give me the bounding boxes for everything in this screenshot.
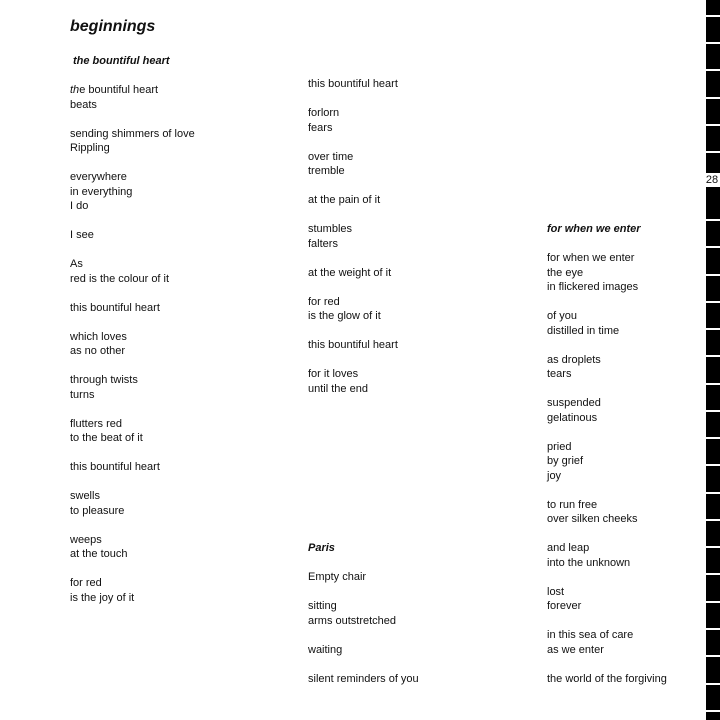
poem-line: in flickered images xyxy=(547,281,639,293)
poem-line: for it loves xyxy=(308,368,359,380)
tab-divider xyxy=(706,383,720,385)
poem-for-when-we-enter xyxy=(547,222,720,686)
poem-line: at the pain of it xyxy=(308,194,381,206)
poem-line: everywhere xyxy=(70,171,127,183)
stanza-break xyxy=(70,69,285,84)
poem-line: Empty chair xyxy=(308,571,367,583)
stanza-break xyxy=(308,92,523,107)
tab-divider xyxy=(706,437,720,439)
poem-line: in this sea of care xyxy=(547,629,634,641)
tab-divider xyxy=(706,151,720,153)
poem-line: sending shimmers of love xyxy=(70,127,195,140)
poem-line: arms outstretched xyxy=(308,614,397,627)
poem-line: to pleasure xyxy=(70,504,125,517)
poem-line: for red xyxy=(70,577,102,589)
poem-title: Paris xyxy=(308,542,335,554)
stanza-break xyxy=(547,338,720,353)
first-line-rest: e bountiful heart xyxy=(79,84,159,96)
tab-divider xyxy=(706,355,720,357)
poem-line: this bountiful heart xyxy=(308,78,398,90)
page-number: 28 xyxy=(705,174,719,186)
poem-line: gelatinous xyxy=(547,411,598,424)
stanza-break xyxy=(547,295,720,310)
tab-divider xyxy=(706,124,720,126)
poem-line: which loves xyxy=(70,330,127,343)
poem-line: as we enter xyxy=(547,643,604,656)
page-edge-tabs xyxy=(706,0,720,720)
tab-divider xyxy=(706,69,720,71)
poem-line: silent reminders of you xyxy=(308,672,419,685)
poem-line: red is the colour of it xyxy=(70,272,170,285)
poem-line: tremble xyxy=(308,165,345,177)
tab-divider xyxy=(706,519,720,521)
poem-title: for when we enter xyxy=(547,223,641,235)
poem-line: distilled in time xyxy=(547,324,620,337)
poem-line: tears xyxy=(547,368,572,380)
poem-line: beats xyxy=(70,98,97,111)
poem-line: this bountiful heart xyxy=(70,301,160,314)
poem-line: suspended xyxy=(547,397,601,409)
stanza-break xyxy=(547,382,720,397)
poem-lines xyxy=(308,570,523,686)
poem-line: swells xyxy=(70,490,100,502)
poem-line: forever xyxy=(547,600,582,612)
poem-line: until the end xyxy=(308,382,368,395)
poem-line: for when we enter xyxy=(547,252,635,264)
poem-line: pried xyxy=(547,440,572,453)
poem-line: stumbles xyxy=(308,223,353,235)
stanza-break xyxy=(70,156,285,171)
poem-line: of you xyxy=(547,310,577,322)
poem-line: fears xyxy=(308,121,333,134)
stanza-break xyxy=(308,135,523,150)
tab-divider xyxy=(706,492,720,494)
poem-lines xyxy=(547,251,720,686)
stanza-break xyxy=(547,570,720,585)
poem-the-bountiful-heart-continued xyxy=(308,77,523,396)
poem-line: as droplets xyxy=(547,353,601,366)
poem-paris xyxy=(308,541,523,686)
poem-line: this bountiful heart xyxy=(308,339,398,351)
poem-line: at the weight of it xyxy=(308,266,392,279)
stanza-break xyxy=(547,237,720,252)
poem-line: into the unknown xyxy=(547,556,631,569)
stanza-break xyxy=(547,657,720,672)
stanza-break xyxy=(308,208,523,223)
poem-line: is the joy of it xyxy=(70,591,135,604)
poem-line: I see xyxy=(70,229,94,241)
tab-divider xyxy=(706,274,720,276)
stanza-break xyxy=(70,214,285,229)
stanza-break xyxy=(547,483,720,498)
poem-line: and leap xyxy=(547,542,590,554)
stanza-break xyxy=(547,614,720,629)
poem-lines xyxy=(308,77,523,396)
poem-line: turns xyxy=(70,388,95,401)
tab-divider xyxy=(706,573,720,575)
poem-line: this bountiful heart xyxy=(70,461,160,473)
poem-line: through twists xyxy=(70,374,138,386)
poem-line: for red xyxy=(308,295,340,308)
stanza-break xyxy=(70,446,285,461)
poem-line: over time xyxy=(308,150,354,163)
poem-line: lost xyxy=(547,585,565,598)
tab-divider xyxy=(706,628,720,630)
tab-divider xyxy=(706,655,720,657)
poem-line: is the glow of it xyxy=(308,310,381,322)
stanza-break xyxy=(70,475,285,490)
page-title: beginnings xyxy=(70,18,156,35)
tab-divider xyxy=(706,246,720,248)
poem-line: at the touch xyxy=(70,548,128,560)
first-line-italic: th xyxy=(70,84,80,96)
poem-line: to run free xyxy=(547,498,598,511)
stanza-break xyxy=(308,179,523,194)
poem-lines xyxy=(70,98,285,606)
poem-line: I do xyxy=(70,200,89,212)
poem-line: the eye xyxy=(547,266,584,279)
stanza-break xyxy=(70,286,285,301)
tab-divider xyxy=(706,464,720,466)
stanza-break xyxy=(70,315,285,330)
stanza-break xyxy=(70,359,285,374)
stanza-break xyxy=(308,251,523,266)
poem-line: the world of the forgiving xyxy=(547,672,667,685)
poem-line: falters xyxy=(308,237,338,250)
poem-line: over silken cheeks xyxy=(547,513,638,525)
tab-divider xyxy=(706,601,720,603)
poem-line: in everything xyxy=(70,185,133,198)
poem-line: As xyxy=(70,258,83,270)
stanza-break xyxy=(308,657,523,672)
poem-line: forlorn xyxy=(308,107,340,119)
poem-the-bountiful-heart xyxy=(70,54,285,605)
tab-divider xyxy=(706,97,720,99)
stanza-break xyxy=(70,402,285,417)
poem-title: the bountiful heart xyxy=(73,55,170,67)
poem-line: weeps xyxy=(70,533,102,546)
tab-divider xyxy=(706,328,720,330)
tab-divider xyxy=(706,410,720,412)
stanza-break xyxy=(308,585,523,600)
poem-first-line xyxy=(70,83,285,98)
poem-line: sitting xyxy=(308,600,337,612)
stanza-break xyxy=(70,243,285,258)
stanza-break xyxy=(70,112,285,127)
poem-line: flutters red xyxy=(70,417,122,430)
stanza-break xyxy=(308,324,523,339)
stanza-break xyxy=(308,353,523,368)
poem-line: as no other xyxy=(70,345,126,357)
stanza-break xyxy=(547,527,720,542)
tab-divider xyxy=(706,42,720,44)
tab-divider xyxy=(706,683,720,685)
tab-divider xyxy=(706,710,720,712)
stanza-break xyxy=(547,425,720,440)
tab-divider xyxy=(706,219,720,221)
poem-line: joy xyxy=(547,469,562,482)
stanza-break xyxy=(308,628,523,643)
poem-line: Rippling xyxy=(70,142,110,154)
tab-divider xyxy=(706,301,720,303)
stanza-break xyxy=(308,556,523,571)
stanza-break xyxy=(70,562,285,577)
stanza-break xyxy=(70,518,285,533)
poem-line: waiting xyxy=(308,643,343,656)
poem-line: to the beat of it xyxy=(70,432,143,444)
tab-divider xyxy=(706,546,720,548)
stanza-break xyxy=(308,280,523,295)
tab-divider xyxy=(706,15,720,17)
poem-line: by grief xyxy=(547,455,584,467)
